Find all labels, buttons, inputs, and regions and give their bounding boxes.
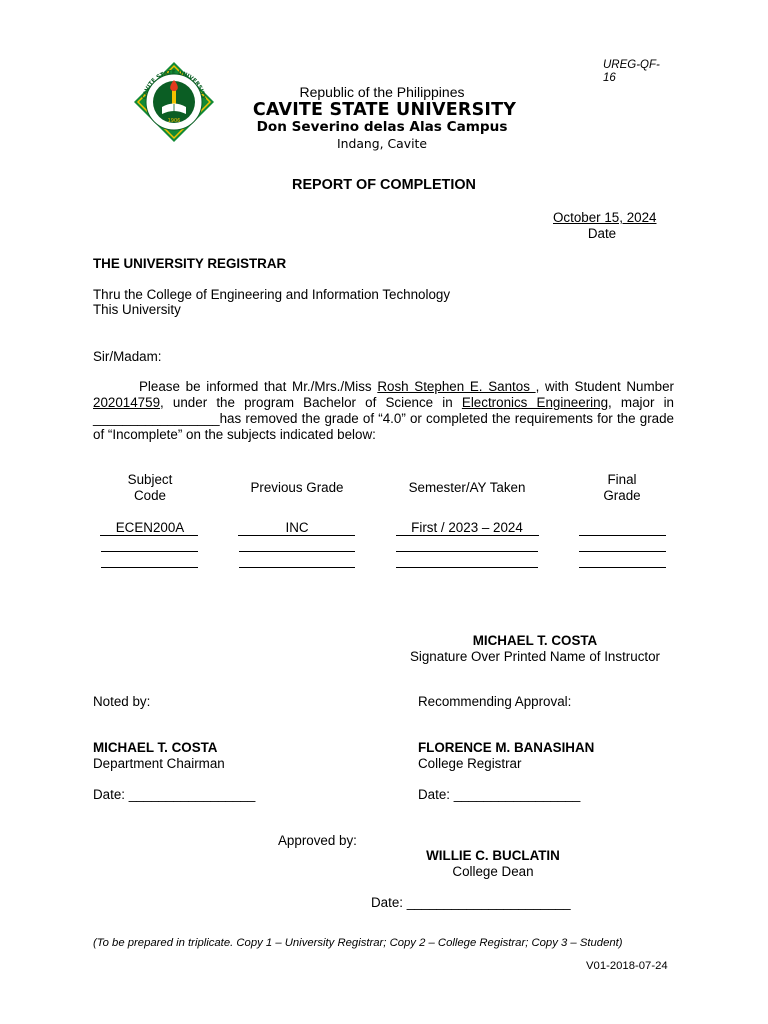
body-paragraph	[93, 379, 674, 443]
seal-text: CAVITE STATE UNIVERSITY	[142, 69, 206, 100]
table-line	[579, 535, 666, 536]
table-line	[579, 567, 666, 568]
instructor-name: MICHAEL T. COSTA	[472, 633, 598, 648]
recommending-label: Recommending Approval:	[418, 694, 572, 709]
header-previous-grade: Previous Grade	[250, 480, 344, 495]
header-subject-code-line1: Subject	[127, 472, 173, 487]
program-name: Electronics Engineering	[461, 395, 609, 410]
table-line	[579, 551, 666, 552]
date-label: Date	[587, 226, 617, 241]
header-subject-code-line2: Code	[133, 487, 166, 503]
body-part-2: , with Student Number	[535, 379, 674, 394]
dean-date-field: Date: ______________________	[371, 895, 571, 910]
noted-by-label: Noted by:	[93, 694, 151, 709]
student-number: 202014759	[93, 395, 161, 410]
this-university-line: This University	[93, 302, 181, 317]
header-university-name: CAVITE STATE UNIVERSITY	[252, 100, 517, 120]
registrar-date-field: Date: _________________	[418, 787, 581, 802]
chairman-title: Department Chairman	[93, 756, 225, 771]
table-line	[396, 551, 538, 552]
date-value: October 15, 2024	[553, 210, 657, 225]
table-line	[101, 551, 198, 552]
dean-name: WILLIE C. BUCLATIN	[426, 848, 560, 863]
major-blank: _________________	[93, 411, 220, 426]
chairman-date-field: Date: _________________	[93, 787, 256, 802]
body-part-3: , under the program Bachelor of Science in	[160, 395, 462, 410]
table-line	[239, 551, 355, 552]
seal-year: 1906	[167, 118, 181, 124]
header-final-grade-line2: Grade	[603, 487, 641, 503]
seal-icon	[132, 60, 216, 144]
header-semester: Semester/AY Taken	[408, 480, 526, 495]
document-title: REPORT OF COMPLETION	[292, 177, 476, 193]
body-part-5: has removed the grade of “4.0” or completed the requirements for the grade of “Incomplete” on the subjects indicated below:	[93, 411, 674, 442]
approved-by-label: Approved by:	[278, 833, 357, 848]
cell-subject-code: ECEN200A	[115, 520, 185, 535]
cell-previous-grade: INC	[285, 520, 309, 535]
table-line	[238, 535, 355, 536]
table-line	[239, 567, 355, 568]
addressee: THE UNIVERSITY REGISTRAR	[93, 256, 287, 271]
table-line	[100, 535, 198, 536]
dean-title: College Dean	[452, 864, 534, 879]
header-location: Indang, Cavite	[336, 136, 428, 151]
instructor-signature-label: Signature Over Printed Name of Instructor	[409, 649, 661, 664]
university-seal-logo	[132, 60, 216, 144]
student-name: Rosh Stephen E. Santos	[377, 379, 536, 394]
header-subject-code	[100, 472, 200, 503]
body-part-4: , major in	[608, 395, 674, 410]
table-line	[396, 567, 538, 568]
chairman-name: MICHAEL T. COSTA	[93, 740, 218, 755]
salutation: Sir/Madam:	[93, 349, 162, 364]
header-campus: Don Severino delas Alas Campus	[256, 119, 508, 135]
header-final-grade	[578, 472, 666, 503]
registrar-name: FLORENCE M. BANASIHAN	[418, 740, 595, 755]
header-final-grade-line1: Final	[607, 472, 637, 487]
cell-semester: First / 2023 – 2024	[411, 520, 523, 535]
version-code: V01-2018-07-24	[586, 960, 668, 972]
body-part-1: Please be informed that Mr./Mrs./Miss	[139, 379, 378, 394]
header-republic: Republic of the Philippines	[299, 84, 465, 100]
form-code: UREG-QF-16	[603, 59, 660, 84]
table-line	[101, 567, 198, 568]
registrar-title: College Registrar	[418, 756, 522, 771]
footnote: (To be prepared in triplicate. Copy 1 – University Registrar; Copy 2 – College Registrar; Copy 3 – Student)	[93, 937, 623, 949]
table-line	[396, 535, 539, 536]
thru-line: Thru the College of Engineering and Information Technology	[93, 287, 451, 302]
